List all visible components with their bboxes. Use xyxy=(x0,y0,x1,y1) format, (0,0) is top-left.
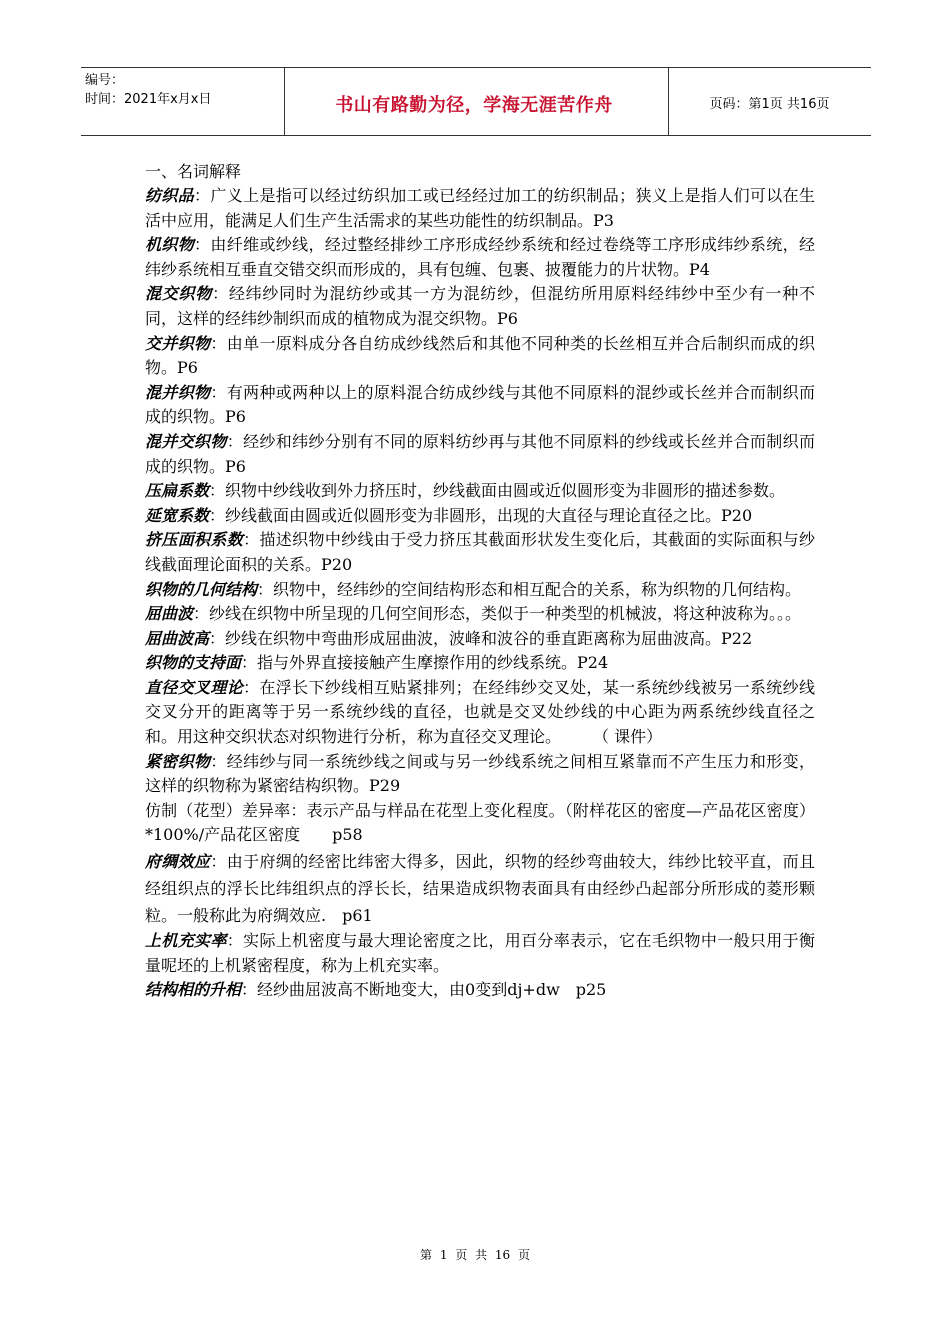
definition-entry xyxy=(145,799,815,848)
definition-separator: ： xyxy=(243,677,260,697)
definition-text: 纱线在织物中弯曲形成屈曲波，波峰和波谷的垂直距离称为屈曲波高。P22 xyxy=(225,628,753,648)
definition-separator: ： xyxy=(243,530,260,550)
header-bottom-rule xyxy=(81,135,871,136)
definition-separator: ： xyxy=(210,382,227,402)
definition-separator: ： xyxy=(194,235,211,255)
definition-text: 经纱曲屈波高不断地变大，由0变到dj+dw p25 xyxy=(257,980,607,1000)
definition-entry xyxy=(145,479,815,504)
definition-term: 屈曲波 xyxy=(145,604,194,624)
definition-entry xyxy=(145,750,815,799)
definition-entry xyxy=(145,651,815,676)
header-page-info: 页码：第1页 共16页 xyxy=(709,97,830,112)
definition-entry xyxy=(145,381,815,430)
definition-term: 延宽系数 xyxy=(145,505,210,525)
definition-entry xyxy=(145,332,815,381)
definition-term: 挤压面积系数 xyxy=(145,530,244,550)
definition-separator: ： xyxy=(210,333,227,353)
definition-separator: ： xyxy=(209,505,226,525)
definition-separator: ： xyxy=(241,980,258,1000)
definition-text: 织物中纱线收到外力挤压时，纱线截面由圆或近似圆形变为非圆形的描述参数。 xyxy=(225,481,786,501)
section-heading: 一、名词解释 xyxy=(145,162,242,181)
definition-term: 上机充实率 xyxy=(145,931,227,951)
definition-term: 屈曲波高 xyxy=(145,628,210,648)
definition-term: 压扁系数 xyxy=(145,481,210,501)
definition-text: 广义上是指可以经过纺织加工或已经经过加工的纺织制品；狭义上是指人们可以在生活中应用，能满足人们生产生活需求的某些功能性的纺织制品。P3 xyxy=(145,186,815,230)
definition-entry xyxy=(145,504,815,529)
definition-separator: ： xyxy=(210,751,227,771)
definition-entry xyxy=(145,430,815,479)
header-top-rule xyxy=(81,67,871,68)
definition-text: 表示产品与样品在花型上变化程度。（附样花区的密度—产品花区密度）*100%/产品花区密度 p58 xyxy=(145,800,815,845)
definition-text: 由于府绸的经密比纬密大得多，因此，织物的经纱弯曲较大，纬纱比较平直，而且经组织点的浮长比纬组织点的浮长长，结果造成织物表面具有由经纱凸起部分所形成的菱形颗粒。一般称此为府绸效应. p61 xyxy=(145,852,815,926)
page-footer: 第 1 页 共 16 页 xyxy=(420,1248,530,1262)
definition-entry xyxy=(145,528,815,577)
definition-text: 描述织物中纱线由于受力挤压其截面形状发生变化后，其截面的实际面积与纱线截面理论面积的关系。P20 xyxy=(145,530,815,574)
definition-term: 混并交织物 xyxy=(145,431,227,451)
definition-separator: ： xyxy=(210,852,227,872)
definition-text: 织物中，经纬纱的空间结构形态和相互配合的关系，称为织物的几何结构。 xyxy=(273,579,802,599)
definition-separator: ： xyxy=(194,186,211,205)
definition-term: 直径交叉理论 xyxy=(145,677,244,697)
definition-separator: ： xyxy=(193,604,210,624)
page-header xyxy=(81,67,871,136)
definition-list xyxy=(145,184,815,1003)
definition-entry xyxy=(145,184,815,233)
definition-entry xyxy=(145,848,815,929)
definition-term: 织物的支持面 xyxy=(145,653,242,673)
definition-text: 纱线在织物中所呈现的几何空间形态，类似于一种类型的机械波，将这种波称为。。。 xyxy=(209,604,802,624)
definition-entry xyxy=(145,602,815,627)
header-motto: 书山有路勤为径，学海无涯苦作舟 xyxy=(335,95,613,116)
definition-text: 在浮长下纱线相互贴紧排列；在经纬纱交叉处，某一系统纱线被另一系统纱线交叉分开的距离等于另一系统纱线的直径，也就是交叉处纱线的中心距为两系统纱线直径之和。用这种交织状态对织物进行分析，称为直径交叉理论。 （ 课件） xyxy=(145,677,815,747)
definition-term: 混交织物 xyxy=(145,284,213,304)
definition-term: 仿制（花型）差异率 xyxy=(145,800,291,820)
header-meta xyxy=(85,71,280,109)
doc-number-label: 编号： xyxy=(85,73,125,88)
definition-separator: ： xyxy=(209,481,226,501)
definition-entry xyxy=(145,627,815,652)
definition-entry xyxy=(145,578,815,603)
definition-term: 混并织物 xyxy=(145,382,211,402)
definition-separator: ： xyxy=(209,628,226,648)
definition-term: 纺织品 xyxy=(145,186,195,205)
definition-term: 府绸效应 xyxy=(145,852,211,872)
definition-text: 经纬纱同时为混纺纱或其一方为混纺纱，但混纺所用原料经纬纱中至少有一种不同，这样的经纬纱制织而成的植物成为混交织物。P6 xyxy=(145,284,815,328)
definition-term: 交并织物 xyxy=(145,333,211,353)
definition-separator: ： xyxy=(226,931,244,951)
definition-text: 实际上机密度与最大理论密度之比，用百分率表示，它在毛织物中一般只用于衡量呢坯的上机紧密程度，称为上机充实率。 xyxy=(145,931,815,975)
definition-text: 纱线截面由圆或近似圆形变为非圆形，出现的大直径与理论直径之比。P20 xyxy=(225,505,753,525)
definition-term: 结构相的升相 xyxy=(145,980,242,1000)
definition-term: 紧密织物 xyxy=(145,751,211,771)
doc-time-label: 时间：2021年x月x日 xyxy=(85,92,212,107)
definition-text: 由单一原料成分各自纺成纱线然后和其他不同种类的长丝相互并合后制织而成的织物。P6 xyxy=(145,333,815,378)
definition-entry xyxy=(145,282,815,331)
definition-text: 经纱和纬纱分别有不同的原料纺纱再与其他不同原料的纱线或长丝并合而制织而成的织物。P6 xyxy=(145,431,815,476)
definition-text: 指与外界直接接触产生摩擦作用的纱线系统。P24 xyxy=(257,653,609,673)
definition-entry xyxy=(145,676,815,750)
definition-entry xyxy=(145,233,815,282)
definition-term: 织物的几何结构 xyxy=(145,579,258,599)
document-body xyxy=(145,160,815,1003)
definition-text: 有两种或两种以上的原料混合纺成纱线与其他不同原料的混纱或长丝并合而制织而成的织物。P6 xyxy=(145,382,815,427)
definition-separator: ： xyxy=(212,284,229,304)
definition-text: 由纤维或纱线，经过整经排纱工序形成经纱系统和经过卷绕等工序形成纬纱系统，经纬纱系统相互垂直交错交织而形成的，具有包缠、包裹、披覆能力的片状物。P4 xyxy=(145,235,815,279)
definition-text: 经纬纱与同一系统纱线之间或与另一纱线系统之间相互紧靠而不产生压力和形变，这样的织物称为紧密结构织物。P29 xyxy=(145,751,815,796)
definition-separator: ： xyxy=(257,579,274,599)
definition-entry xyxy=(145,929,815,978)
definition-separator: ： xyxy=(290,800,307,820)
definition-entry xyxy=(145,978,815,1003)
definition-separator: ： xyxy=(226,431,244,451)
definition-separator: ： xyxy=(241,653,258,673)
definition-term: 机织物 xyxy=(145,235,195,255)
